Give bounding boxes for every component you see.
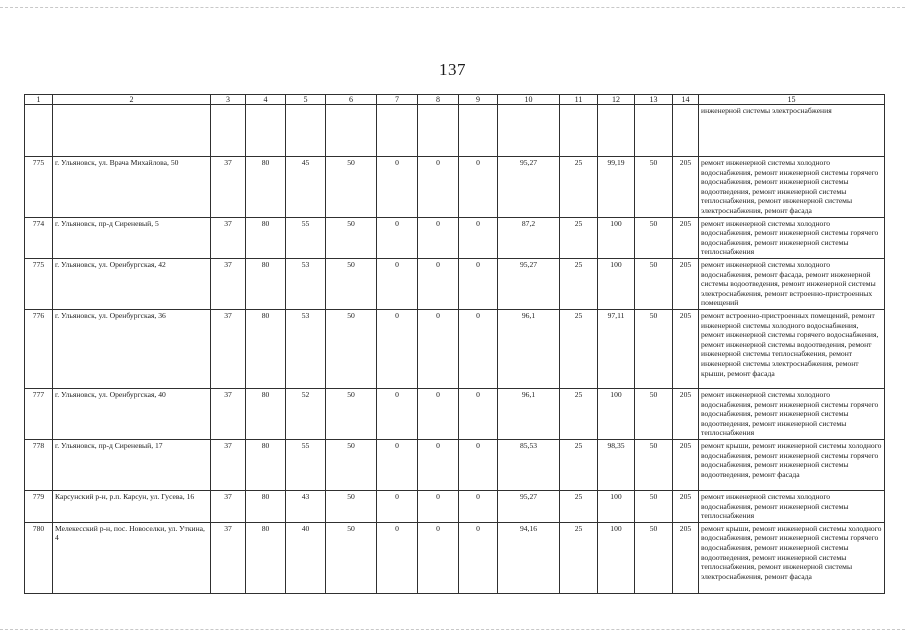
cell: 85,53: [498, 439, 560, 490]
cell: 50: [635, 522, 673, 593]
cell: 98,35: [598, 439, 635, 490]
column-header: 6: [326, 95, 377, 105]
address-cell: г. Ульяновск, ул. Врача Михайлова, 50: [53, 157, 211, 218]
cell: 100: [598, 388, 635, 439]
cell: 25: [560, 309, 598, 388]
cell: 80: [246, 439, 286, 490]
cell: 0: [377, 258, 418, 309]
cell: 25: [560, 439, 598, 490]
cell: 96,1: [498, 388, 560, 439]
cell: 0: [377, 522, 418, 593]
cell: 50: [635, 388, 673, 439]
page-edge-bottom: [0, 629, 905, 630]
cell: 100: [598, 217, 635, 258]
address-cell: г. Ульяновск, ул. Оренбургская, 36: [53, 309, 211, 388]
cell: 50: [326, 490, 377, 522]
works-cell: инженерной системы электроснабжения: [699, 105, 885, 157]
cell: 0: [377, 388, 418, 439]
works-cell: ремонт инженерной системы холодного водоснабжения, ремонт инженерной системы теплоснабжения: [699, 490, 885, 522]
table-row: [25, 439, 885, 490]
cell: 37: [211, 217, 246, 258]
address-cell: Мелекесский р-н, пос. Новоселки, ул. Уткина, 4: [53, 522, 211, 593]
cell: 80: [246, 490, 286, 522]
cell: 0: [459, 258, 498, 309]
row-number: 775: [25, 258, 53, 309]
row-number: 778: [25, 439, 53, 490]
cell: 37: [211, 258, 246, 309]
cell: 25: [560, 157, 598, 218]
column-header: 11: [560, 95, 598, 105]
cell: 50: [635, 309, 673, 388]
cell: 80: [246, 258, 286, 309]
row-number: 776: [25, 309, 53, 388]
cell: 50: [326, 388, 377, 439]
cell: 0: [377, 157, 418, 218]
row-number: 777: [25, 388, 53, 439]
cell: 0: [418, 258, 459, 309]
cell: 40: [286, 522, 326, 593]
cell: 0: [459, 490, 498, 522]
address-cell: Карсунский р-н, р.п. Карсун, ул. Гусева, 16: [53, 490, 211, 522]
cell: 0: [459, 439, 498, 490]
cell: 87,2: [498, 217, 560, 258]
table-row: [25, 522, 885, 593]
table-row: [25, 309, 885, 388]
table-row: [25, 157, 885, 218]
column-header: 5: [286, 95, 326, 105]
works-cell: ремонт инженерной системы холодного водоснабжения, ремонт фасада, ремонт инженерной системы водоотведения, ремонт инженерной системы электроснабжения, ремонт встроенно-пристроенных помещений: [699, 258, 885, 309]
cell: 205: [673, 490, 699, 522]
table-row: [25, 258, 885, 309]
cell: 50: [326, 309, 377, 388]
cell: 50: [635, 490, 673, 522]
column-header: 14: [673, 95, 699, 105]
cell: 80: [246, 309, 286, 388]
cell: 94,16: [498, 522, 560, 593]
cell: 205: [673, 217, 699, 258]
cell: 0: [459, 522, 498, 593]
row-number: 774: [25, 217, 53, 258]
header-row: [25, 95, 885, 105]
cell: 50: [326, 439, 377, 490]
cell: 50: [635, 439, 673, 490]
works-cell: ремонт крыши, ремонт инженерной системы холодного водоснабжения, ремонт инженерной системы горячего водоснабжения, ремонт инженерной системы водоотведения, ремонт фасада: [699, 439, 885, 490]
cell: 50: [326, 217, 377, 258]
address-cell: г. Ульяновск, пр-д Сиреневый, 17: [53, 439, 211, 490]
column-header: 2: [53, 95, 211, 105]
cell: 0: [418, 157, 459, 218]
column-header: 13: [635, 95, 673, 105]
cell: 80: [246, 522, 286, 593]
column-header: 7: [377, 95, 418, 105]
cell: 0: [459, 309, 498, 388]
cell: 95,27: [498, 490, 560, 522]
cell: 0: [418, 217, 459, 258]
cell: 25: [560, 258, 598, 309]
cell: 0: [377, 309, 418, 388]
cell: 50: [635, 157, 673, 218]
cell: 100: [598, 258, 635, 309]
cell: 0: [418, 490, 459, 522]
cell: 25: [560, 217, 598, 258]
cell: 0: [459, 157, 498, 218]
column-header: 4: [246, 95, 286, 105]
page-edge-top: [0, 7, 905, 8]
continuation-row: [25, 105, 885, 157]
cell: 43: [286, 490, 326, 522]
cell: 205: [673, 522, 699, 593]
cell: 37: [211, 439, 246, 490]
repair-table: [24, 94, 885, 594]
cell: 25: [560, 522, 598, 593]
cell: 80: [246, 217, 286, 258]
cell: 0: [459, 217, 498, 258]
cell: 37: [211, 522, 246, 593]
cell: 50: [326, 258, 377, 309]
cell: 80: [246, 157, 286, 218]
cell: 100: [598, 522, 635, 593]
column-header: 8: [418, 95, 459, 105]
cell: 0: [459, 388, 498, 439]
column-header: 15: [699, 95, 885, 105]
column-header: 9: [459, 95, 498, 105]
cell: 95,27: [498, 258, 560, 309]
cell: 37: [211, 388, 246, 439]
works-cell: ремонт инженерной системы холодного водоснабжения, ремонт инженерной системы горячего водоснабжения, ремонт инженерной системы теплоснабжения: [699, 217, 885, 258]
column-header: 12: [598, 95, 635, 105]
address-cell: г. Ульяновск, ул. Оренбургская, 42: [53, 258, 211, 309]
table-row: [25, 490, 885, 522]
cell: 205: [673, 258, 699, 309]
table-row: [25, 388, 885, 439]
cell: 37: [211, 157, 246, 218]
cell: 0: [418, 439, 459, 490]
cell: 97,11: [598, 309, 635, 388]
cell: 53: [286, 258, 326, 309]
cell: 50: [635, 217, 673, 258]
cell: 50: [635, 258, 673, 309]
cell: 0: [418, 522, 459, 593]
works-cell: ремонт крыши, ремонт инженерной системы холодного водоснабжения, ремонт инженерной системы горячего водоснабжения, ремонт инженерной системы водоотведения, ремонт инженерной системы теплоснабжения, ремонт инженерной системы электроснабжения, ремонт фасада: [699, 522, 885, 593]
cell: 45: [286, 157, 326, 218]
cell: 205: [673, 388, 699, 439]
row-number: 775: [25, 157, 53, 218]
cell: 25: [560, 490, 598, 522]
cell: 100: [598, 490, 635, 522]
cell: 50: [326, 522, 377, 593]
cell: 37: [211, 309, 246, 388]
table-row: [25, 217, 885, 258]
cell: 80: [246, 388, 286, 439]
cell: 53: [286, 309, 326, 388]
works-cell: ремонт встроенно-пристроенных помещений, ремонт инженерной системы холодного водоснабжения, ремонт инженерной системы горячего водоснабжения, ремонт инженерной системы водоотведения, ремонт инженерной системы теплоснабжения, ремонт инженерной системы электроснабжения, ремонт крыши, ремонт фасада: [699, 309, 885, 388]
cell: 0: [377, 490, 418, 522]
cell: 52: [286, 388, 326, 439]
cell: 0: [377, 217, 418, 258]
works-cell: ремонт инженерной системы холодного водоснабжения, ремонт инженерной системы горячего водоснабжения, ремонт инженерной системы водоотведения, ремонт инженерной системы теплоснабжения: [699, 388, 885, 439]
row-number: 779: [25, 490, 53, 522]
cell: 0: [418, 388, 459, 439]
column-header: 1: [25, 95, 53, 105]
cell: 99,19: [598, 157, 635, 218]
cell: 205: [673, 309, 699, 388]
cell: 55: [286, 217, 326, 258]
cell: 205: [673, 157, 699, 218]
cell: 95,27: [498, 157, 560, 218]
address-cell: г. Ульяновск, ул. Оренбургская, 40: [53, 388, 211, 439]
cell: 25: [560, 388, 598, 439]
page-number: 137: [439, 60, 466, 79]
row-number: 780: [25, 522, 53, 593]
column-header: 10: [498, 95, 560, 105]
cell: 0: [418, 309, 459, 388]
cell: 37: [211, 490, 246, 522]
column-header: 3: [211, 95, 246, 105]
cell: 0: [377, 439, 418, 490]
cell: 205: [673, 439, 699, 490]
cell: 50: [326, 157, 377, 218]
cell: 96,1: [498, 309, 560, 388]
works-cell: ремонт инженерной системы холодного водоснабжения, ремонт инженерной системы горячего водоснабжения, ремонт инженерной системы водоотведения, ремонт инженерной системы теплоснабжения, ремонт инженерной системы электроснабжения, ремонт фасада: [699, 157, 885, 218]
address-cell: г. Ульяновск, пр-д Сиреневый, 5: [53, 217, 211, 258]
cell: 55: [286, 439, 326, 490]
